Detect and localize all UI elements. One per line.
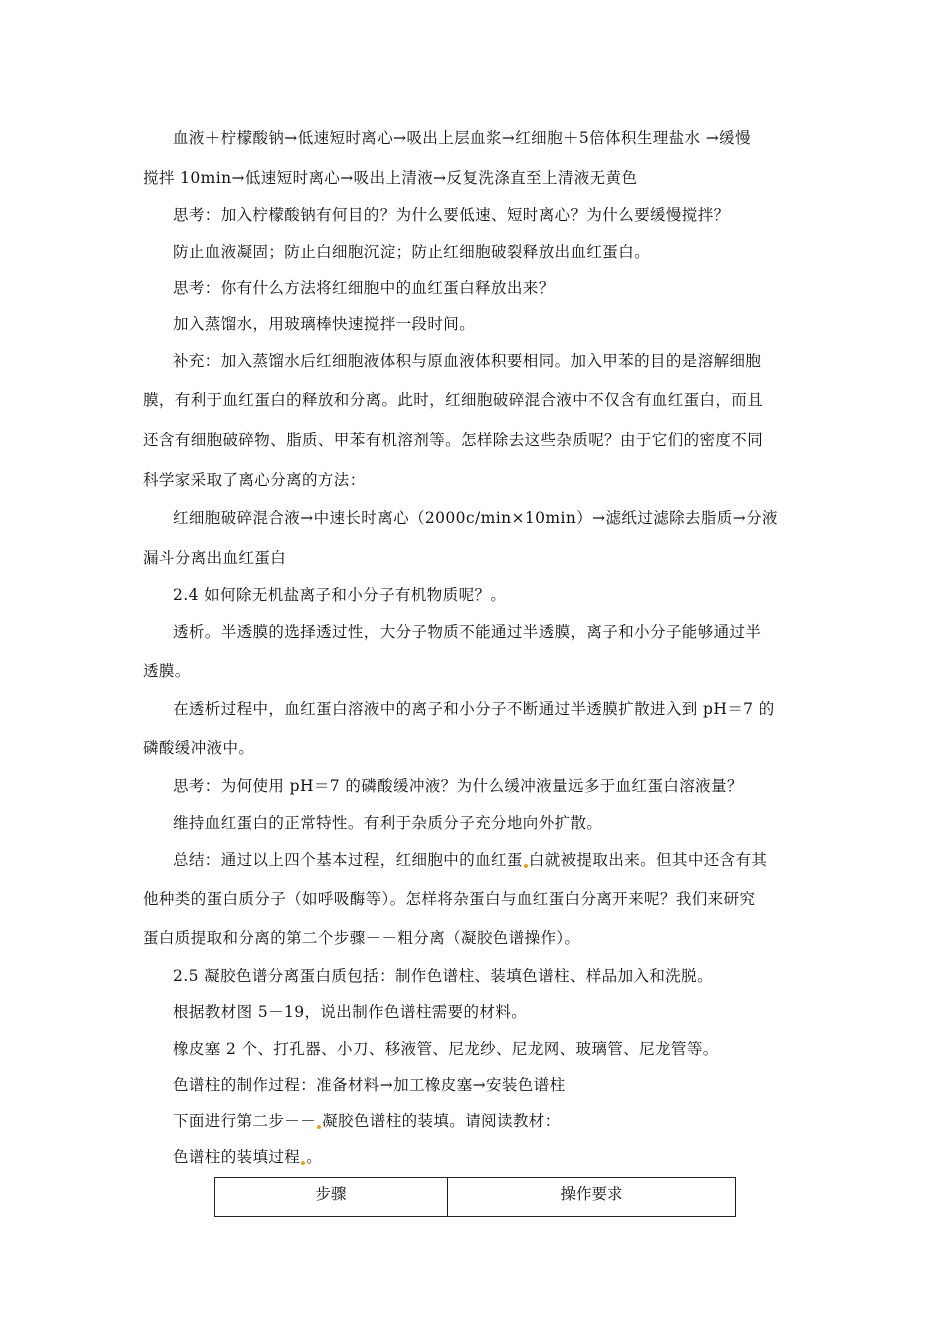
paragraph: 维持血红蛋白的正常特性。有利于杂质分子充分地向外扩散。	[173, 814, 603, 832]
table-header-requirement: 操作要求	[448, 1178, 736, 1217]
paragraph: 根据教材图 5－19，说出制作色谱柱需要的材料。	[173, 1003, 528, 1021]
paragraph: 思考：你有什么方法将红细胞中的血红蛋白释放出来？	[173, 279, 555, 297]
paragraph: 磷酸缓冲液中。	[143, 739, 255, 757]
paragraph: 还含有细胞破碎物、脂质、甲苯有机溶剂等。怎样除去这些杂质呢？由于它们的密度不同	[143, 431, 764, 449]
paragraph: 搅拌 10min→低速短时离心→吸出上清液→反复洗涤直至上清液无黄色	[143, 169, 638, 187]
table-header-row	[215, 1178, 736, 1217]
paragraph: 血液＋柠檬酸钠→低速短时离心→吸出上层血浆→红细胞＋5倍体积生理盐水 →缓慢	[173, 129, 751, 147]
steps-table	[214, 1177, 736, 1217]
annotation-mark	[301, 1161, 305, 1165]
section-heading: 2.5 凝胶色谱分离蛋白质包括：制作色谱柱、装填色谱柱、样品加入和洗脱。	[173, 967, 713, 985]
text-run: 凝胶色谱柱的装填。请阅读教材：	[322, 1112, 561, 1130]
table-header-step: 步骤	[215, 1178, 448, 1217]
text-run: 。	[306, 1148, 323, 1166]
paragraph: 加入蒸馏水，用玻璃棒快速搅拌一段时间。	[173, 315, 476, 333]
text-run: 白就被提取出来。但其中还含有其	[528, 851, 768, 869]
paragraph: 补充：加入蒸馏水后红细胞液体积与原血液体积要相同。加入甲苯的目的是溶解细胞	[173, 352, 762, 370]
paragraph: 思考：为何使用 pH＝7 的磷酸缓冲液？为什么缓冲液量远多于血红蛋白溶液量？	[173, 777, 743, 795]
paragraph: 透膜。	[143, 662, 191, 680]
paragraph	[173, 1147, 837, 1167]
paragraph: 在透析过程中，血红蛋白溶液中的离子和小分子不断通过半透膜扩散进入到 pH＝7 的	[173, 700, 775, 718]
paragraph: 防止血液凝固；防止白细胞沉淀；防止红细胞破裂释放出血红蛋白。	[173, 243, 651, 261]
text-run: 色谱柱的装填过程	[173, 1148, 301, 1166]
section-heading: 2.4 如何除无机盐离子和小分子有机物质呢？。	[173, 586, 507, 604]
annotation-mark	[317, 1125, 321, 1129]
paragraph: 膜，有利于血红蛋白的释放和分离。此时，红细胞破碎混合液中不仅含有血红蛋白，而且	[143, 391, 764, 409]
paragraph: 他种类的蛋白质分子（如呼吸酶等）。怎样将杂蛋白与血红蛋白分离开来呢？我们来研究	[143, 890, 756, 908]
text-run: 下面进行第二步－－	[173, 1112, 317, 1130]
paragraph	[173, 850, 837, 870]
paragraph: 橡皮塞 2 个、打孔器、小刀、移液管、尼龙纱、尼龙网、玻璃管、尼龙管等。	[173, 1040, 719, 1058]
text-run: 总结：通过以上四个基本过程，红细胞中的血红蛋	[173, 851, 523, 869]
annotation-mark	[524, 864, 528, 868]
paragraph: 蛋白质提取和分离的第二个步骤－－粗分离（凝胶色谱操作）。	[143, 929, 581, 947]
paragraph: 色谱柱的制作过程：准备材料→加工橡皮塞→安装色谱柱	[173, 1076, 566, 1094]
paragraph: 红细胞破碎混合液→中速长时离心（2000c/min×10min）→滤纸过滤除去脂质→分液	[173, 509, 778, 527]
paragraph: 漏斗分离出血红蛋白	[143, 549, 287, 567]
paragraph: 科学家采取了离心分离的方法：	[143, 471, 366, 489]
paragraph: 透析。半透膜的选择透过性，大分子物质不能通过半透膜，离子和小分子能够通过半	[173, 623, 762, 641]
paragraph	[173, 1111, 837, 1131]
paragraph: 思考：加入柠檬酸钠有何目的？为什么要低速、短时离心？为什么要缓慢搅拌？	[173, 206, 730, 224]
